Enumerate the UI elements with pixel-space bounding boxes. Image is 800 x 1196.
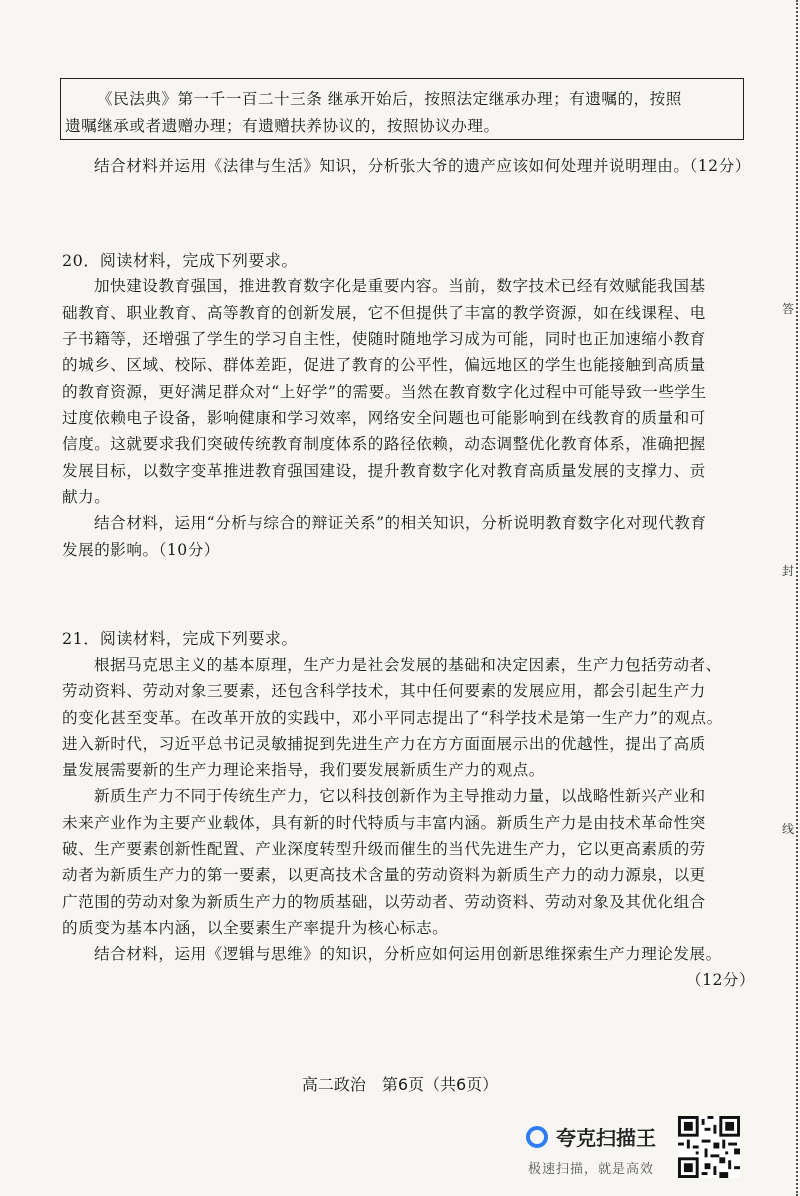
q21-line: 进入新时代，习近平总书记灵敏捕捉到先进生产力在方方面面展示出的优越性，提出了高质 (62, 735, 706, 753)
q21-line: 根据马克思主义的基本原理，生产力是社会发展的基础和决定因素，生产力包括劳动者、 (94, 656, 722, 674)
margin-mark: 答 (781, 302, 794, 316)
scanner-app-name: 夸克扫描王 (556, 1126, 656, 1150)
q21-task: 结合材料，运用《逻辑与思维》的知识，分析应如何运用创新思维探索生产力理论发展。 (94, 945, 722, 963)
q21-score: （12分） (686, 971, 756, 989)
q21-title: 21．阅读材料，完成下列要求。 (62, 629, 298, 648)
q20-line: 信度。这就要求我们突破传统教育制度体系的路径依赖，动态调整优化教育体系，准确把握 (62, 435, 706, 453)
scanner-logo-icon (526, 1126, 548, 1148)
scanner-watermark (526, 1120, 676, 1180)
q21-line: 破、生产要素创新性配置、产业深度转型升级而催生的当代先进生产力，它以更高素质的劳 (62, 840, 706, 858)
margin-mark: 线 (781, 822, 794, 836)
q20-line: 子书籍等，还增强了学生的学习自主性，使随时随地学习成为可能，同时也正加速缩小教育 (62, 330, 706, 348)
scanner-slogan: 极速扫描，就是高效 (528, 1162, 655, 1177)
q21-line: 的质变为基本内涵，以全要素生产率提升为核心标志。 (62, 919, 449, 937)
binding-line (790, 0, 798, 1196)
q20-line: 发展目标，以数字变革推进教育强国建设，提升教育数字化对教育高质量发展的支撑力、贡 (62, 462, 706, 480)
q20-line: 加快建设教育强国，推进教育数字化是重要内容。当前，数字技术已经有效赋能我国基 (94, 277, 706, 295)
q20-line: 础教育、职业教育、高等教育的创新发展，它不但提供了丰富的教学资源，如在线课程、电 (62, 304, 706, 322)
q21-line: 未来产业作为主要产业载体，具有新的时代特质与丰富内涵。新质生产力是由技术革命性突 (62, 814, 706, 832)
law-excerpt-box (60, 78, 744, 140)
q21-line: 广范围的劳动对象为新质生产力的物质基础，以劳动者、劳动资料、劳动对象及其优化组合 (62, 893, 706, 911)
q20-title: 20．阅读材料，完成下列要求。 (62, 251, 298, 270)
q20-line: 的城乡、区域、校际、群体差距，促进了教育的公平性，偏远地区的学生也能接触到高质量 (62, 356, 706, 374)
q20-line: 的教育资源，更好满足群众对“上好学”的需要。当然在教育数字化过程中可能导致一些学生 (62, 383, 707, 401)
page-footer: 高二政治 第6页（共6页） (301, 1075, 499, 1094)
law-excerpt-line-1: 《民法典》第一千一百二十三条 继承开始后，按照法定继承办理；有遗嘱的，按照 (97, 90, 682, 108)
q20-line: 献力。 (62, 488, 111, 506)
margin-mark: 封 (781, 564, 794, 578)
q20-line: 过度依赖电子设备，影响健康和学习效率，网络安全问题也可能影响到在线教育的质量和可 (62, 409, 706, 427)
law-excerpt-line-2: 遗嘱继承或者遗赠办理；有遗赠扶养协议的，按照协议办理。 (65, 117, 500, 135)
q19-task: 结合材料并运用《法律与生活》知识，分析张大爷的遗产应该如何处理并说明理由。（12分） (94, 157, 751, 175)
q20-task: 发展的影响。（10分） (62, 541, 220, 559)
q20-task: 结合材料，运用“分析与综合的辩证关系”的相关知识，分析说明教育数字化对现代教育 (94, 514, 707, 532)
q21-line: 量发展需要新的生产力理论来指导，我们要发展新质生产力的观点。 (62, 761, 545, 779)
q21-line: 的变化甚至变革。在改革开放的实践中，邓小平同志提出了“科学技术是第一生产力”的观点。 (62, 709, 723, 727)
qr-code-icon (678, 1116, 740, 1178)
q21-line: 劳动资料、劳动对象三要素，还包含科学技术，其中任何要素的发展应用，都会引起生产力 (62, 682, 706, 700)
q21-line: 新质生产力不同于传统生产力，它以科技创新作为主导推动力量，以战略性新兴产业和 (94, 787, 706, 805)
q21-line: 动者为新质生产力的第一要素，以更高技术含量的劳动资料为新质生产力的动力源泉，以更 (62, 866, 706, 884)
